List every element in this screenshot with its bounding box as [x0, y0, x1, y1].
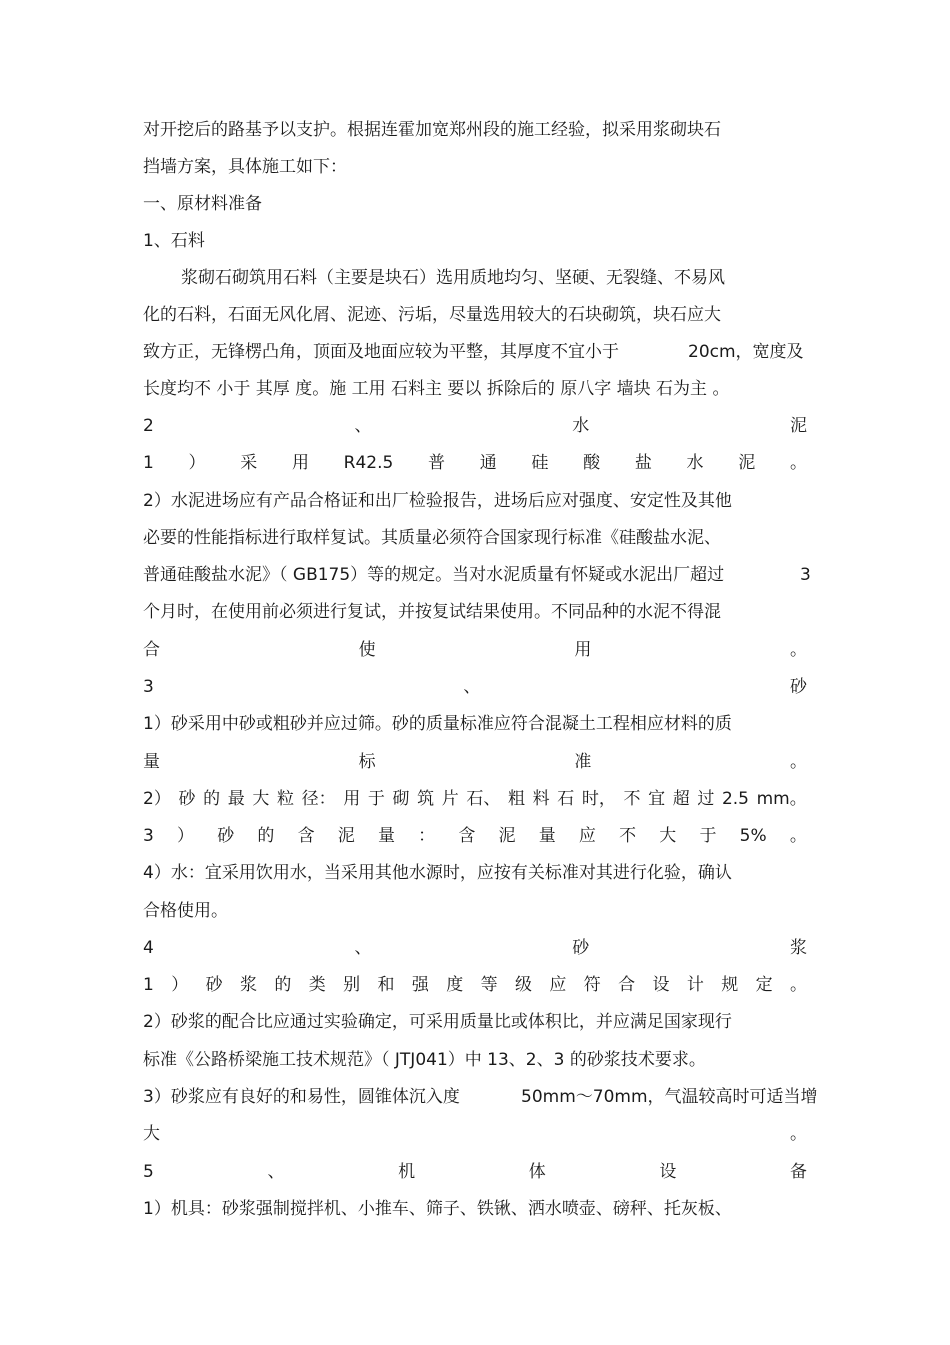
text-line — [143, 674, 807, 700]
text-fragment: 。 — [789, 640, 807, 660]
text-line: 浆砌石砌筑用石料（主要是块石）选用质地均匀、坚硬、无裂缝、不易风 — [181, 268, 725, 288]
text-fragment: 级 — [514, 975, 532, 995]
text-line: 合格使用。 — [143, 901, 228, 921]
text-fragment: 最 — [227, 789, 245, 809]
text-fragment: 强 — [411, 975, 429, 995]
text-fragment: 浆 — [239, 975, 257, 995]
text-line: 4）水：宜采用饮用水，当采用其他水源时，应按有关标准对其进行化验，确认 — [143, 863, 732, 883]
text-fragment: 合 — [618, 975, 636, 995]
text-fragment: ） — [188, 453, 206, 473]
text-fragment: 2 — [143, 416, 154, 436]
text-fragment: 超 — [672, 789, 690, 809]
text-fragment: 定 — [755, 975, 773, 995]
text-fragment: 3）砂浆应有良好的和易性，圆锥体沉入度 — [143, 1087, 460, 1107]
text-fragment: 泥 — [498, 826, 516, 846]
text-fragment: 的 — [257, 826, 275, 846]
text-fragment: 。 — [790, 1124, 807, 1144]
text-line — [143, 637, 807, 663]
text-fragment: 粗 — [507, 789, 525, 809]
text-fragment: 含 — [458, 826, 476, 846]
text-fragment: 不 — [623, 789, 641, 809]
text-fragment: 泥 — [337, 826, 355, 846]
text-fragment: ） — [177, 826, 195, 846]
text-fragment: 石、 — [466, 789, 501, 809]
text-line — [143, 749, 807, 775]
text-fragment: 砂 — [572, 938, 590, 958]
text-fragment: 1 — [143, 975, 154, 995]
text-fragment: 50mm～70mm，气温较高时可适当增 — [521, 1087, 818, 1107]
text-fragment: 准 — [574, 752, 592, 772]
text-fragment: 浆 — [789, 938, 807, 958]
text-fragment: 普 — [428, 453, 446, 473]
text-fragment: 4 — [143, 938, 154, 958]
text-fragment: 和 — [377, 975, 395, 995]
text-fragment: 粒 — [276, 789, 294, 809]
text-fragment: 2） — [143, 789, 171, 809]
text-line: 挡墙方案，具体施工如下： — [143, 157, 347, 177]
text-line — [143, 1084, 818, 1110]
text-fragment: 量 — [538, 826, 556, 846]
text-fragment: 1 — [143, 453, 154, 473]
text-fragment: 设 — [659, 1162, 677, 1182]
text-fragment: 应 — [578, 826, 596, 846]
text-fragment: 应 — [549, 975, 567, 995]
text-fragment: ） — [171, 975, 189, 995]
text-fragment: 筑 — [417, 789, 435, 809]
text-fragment: 。 — [789, 826, 807, 846]
text-fragment: 石 — [557, 789, 575, 809]
text-fragment: 砂 — [178, 789, 196, 809]
text-fragment: 泥 — [789, 416, 807, 436]
text-fragment: 片 — [441, 789, 459, 809]
text-fragment: 宜 — [648, 789, 666, 809]
text-fragment: 备 — [789, 1162, 807, 1182]
text-line: 必要的性能指标进行取样复试。其质量必须符合国家现行标准《硅酸盐水泥、 — [143, 528, 721, 548]
text-fragment: 通 — [479, 453, 497, 473]
text-fragment: 、 — [463, 677, 481, 697]
text-fragment: 。 — [789, 453, 807, 473]
text-line — [143, 413, 807, 439]
text-fragment: 2.5 — [721, 789, 749, 809]
text-fragment: 体 — [528, 1162, 546, 1182]
text-line: 化的石料，石面无风化屑、泥迹、污垢，尽量选用较大的石块砌筑，块石应大 — [143, 305, 721, 325]
text-fragment: 过 — [697, 789, 715, 809]
text-fragment: 酸 — [583, 453, 601, 473]
text-fragment: ： — [418, 826, 436, 846]
text-line: 1）砂采用中砂或粗砂并应过筛。砂的质量标准应符合混凝土工程相应材料的质 — [143, 714, 732, 734]
text-fragment: 泥 — [738, 453, 756, 473]
text-line: 2）砂浆的配合比应通过实验确定，可采用质量比或体积比，并应满足国家现行 — [143, 1012, 732, 1032]
text-fragment: 料 — [532, 789, 550, 809]
text-fragment: 设 — [652, 975, 670, 995]
text-fragment: 砂 — [217, 826, 235, 846]
text-fragment: 5% — [739, 826, 767, 846]
text-fragment: 的 — [203, 789, 221, 809]
text-fragment: 时， — [581, 789, 616, 809]
text-line — [143, 972, 807, 998]
text-line: 标准《公路桥梁施工技术规范》（ JTJ041）中 13、2、3 的砂浆技术要求。 — [143, 1050, 706, 1070]
text-line — [143, 1121, 807, 1147]
text-line: 1）机具：砂浆强制搅拌机、小推车、筛子、铁锹、洒水喷壶、磅秤、托灰板、 — [143, 1199, 732, 1219]
text-fragment: 砂 — [205, 975, 223, 995]
text-fragment: 标 — [358, 752, 376, 772]
text-fragment: 机 — [398, 1162, 416, 1182]
text-line — [143, 562, 811, 588]
text-line — [143, 823, 807, 849]
text-fragment: 水 — [686, 453, 704, 473]
text-fragment: 等 — [480, 975, 498, 995]
text-line — [143, 935, 807, 961]
text-line: 对开挖后的路基予以支护。根据连霍加宽郑州段的施工经验，拟采用浆砌块石 — [143, 120, 721, 140]
text-fragment: R42.5 — [343, 453, 394, 473]
text-fragment: 大 — [252, 789, 270, 809]
text-fragment: 硅 — [531, 453, 549, 473]
text-fragment: 砂 — [789, 677, 807, 697]
text-line — [143, 339, 807, 365]
text-line: 长度均不 小于 其厚 度。施 工用 石料主 要以 拆除后的 原八字 墙块 石为主 。 — [143, 379, 730, 399]
text-fragment: 盐 — [634, 453, 652, 473]
text-fragment: 类 — [308, 975, 326, 995]
text-line: 2）水泥进场应有产品合格证和出厂检验报告，进场后应对强度、安定性及其他 — [143, 491, 732, 511]
text-line — [143, 450, 807, 476]
text-fragment: 使 — [358, 640, 376, 660]
text-line: 个月时，在使用前必须进行复试，并按复试结果使用。不同品种的水泥不得混 — [143, 602, 721, 622]
text-fragment: 径： — [301, 789, 336, 809]
text-fragment: 水 — [572, 416, 590, 436]
text-fragment: 。 — [789, 975, 807, 995]
text-fragment: 5 — [143, 1162, 154, 1182]
text-fragment: 度 — [446, 975, 464, 995]
text-fragment: 用 — [291, 453, 309, 473]
text-fragment: 采 — [240, 453, 258, 473]
text-fragment: 3 — [800, 565, 811, 585]
text-fragment: 符 — [583, 975, 601, 995]
text-fragment: 含 — [297, 826, 315, 846]
text-fragment: 大 — [659, 826, 677, 846]
text-fragment: 、 — [354, 416, 372, 436]
text-fragment: 计 — [686, 975, 704, 995]
text-fragment: 量 — [377, 826, 395, 846]
text-fragment: 于 — [367, 789, 385, 809]
text-fragment: 别 — [343, 975, 361, 995]
text-fragment: 20cm，宽度及 — [688, 342, 804, 362]
text-line — [143, 1159, 807, 1185]
text-fragment: 。 — [789, 752, 807, 772]
text-fragment: 普通硅酸盐水泥》（ GB175）等的规定。当对水泥质量有怀疑或水泥出厂超过 — [143, 565, 725, 585]
text-fragment: 用 — [343, 789, 361, 809]
text-line: 1、石料 — [143, 231, 205, 251]
text-fragment: 用 — [574, 640, 592, 660]
text-fragment: 的 — [274, 975, 292, 995]
text-fragment: 砌 — [392, 789, 410, 809]
text-fragment: 大 — [143, 1124, 160, 1144]
text-line — [143, 786, 807, 812]
text-fragment: 3 — [143, 826, 154, 846]
text-fragment: 不 — [619, 826, 637, 846]
text-fragment: 、 — [354, 938, 372, 958]
text-fragment: 于 — [699, 826, 717, 846]
text-fragment: 3 — [143, 677, 154, 697]
text-fragment: 量 — [143, 752, 160, 772]
text-line: 一、原材料准备 — [143, 194, 262, 214]
text-fragment: mm。 — [756, 789, 807, 809]
text-fragment: 致方正，无锋楞凸角，顶面及地面应较为平整，其厚度不宜小于 — [143, 342, 619, 362]
text-fragment: 规 — [721, 975, 739, 995]
text-fragment: 、 — [267, 1162, 285, 1182]
text-fragment: 合 — [143, 640, 160, 660]
